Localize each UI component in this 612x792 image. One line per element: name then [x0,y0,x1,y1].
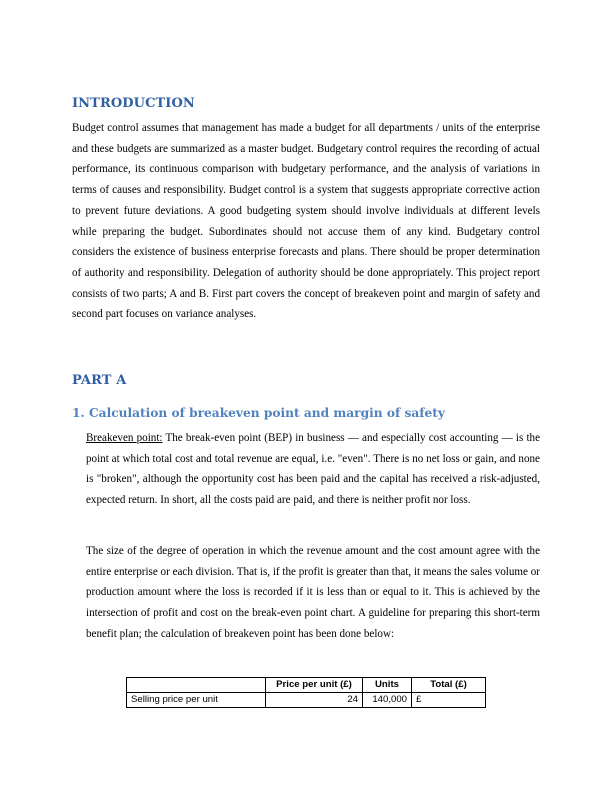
table-header-row [127,678,486,693]
cost-table [126,677,486,708]
table-row [127,693,486,708]
operation-paragraph: The size of the degree of operation in which the revenue amount and the cost amount agree with the entire enterprise or each division. That is, if the profit is greater than that, it means the sales volume or production amount where the loss is recorded if it is less than or equal to it. This is achieved by the intersection of profit and cost on the break-even point chart. A guideline for preparing this short-term benefit plan; the calculation of breakeven point has been done below: [86,545,540,640]
table-header-blank [127,678,266,693]
table-header-total: Total (£) [412,678,486,693]
row-price: 24 [266,693,363,708]
section-title: 1. Calculation of breakeven point and margin of safety [72,406,445,420]
table-header-units: Units [363,678,412,693]
breakeven-paragraph [86,428,540,511]
breakeven-definition: The break-even point (BEP) in business — and especially cost accounting — is the point at which total cost and total revenue are equal, i.e. "even". There is no net loss or gain, and none is "broken", although the opportunity cost has been paid and the capital has received a risk-adjusted, expected return. In short, all the costs paid are paid, and there is neither profit nor loss. [86,432,541,507]
part-a-heading: PART A [72,373,127,388]
introduction-heading: INTRODUCTION [72,96,195,111]
introduction-paragraph: Budget control assumes that management has made a budget for all departments / units of the enterprise and these budgets are summarized as a master budget. Budgetary control requires the recording of actual performance, its continuous comparison with budgetary performance, and the analysis of variations in terms of causes and responsibility. Budget control is a system that suggests appropriate corrective action to prevent future deviations. A good budgeting system should involve individuals at different levels while preparing the budget. Subordinates should not accuse them of any kind. Budgetary control considers the existence of business enterprise forecasts and plans. There should be proper determination of authority and responsibility. Delegation of authority should be done appropriately. This project report consists of two parts; A and B. First part covers the concept of breakeven point and margin of safety and second part focuses on variance analyses. [72,122,540,321]
row-total: £ [412,693,486,708]
breakeven-label: Breakeven point: [86,432,163,444]
row-units: 140,000 [363,693,412,708]
table-header-price: Price per unit (£) [266,678,363,693]
row-label: Selling price per unit [127,693,266,708]
